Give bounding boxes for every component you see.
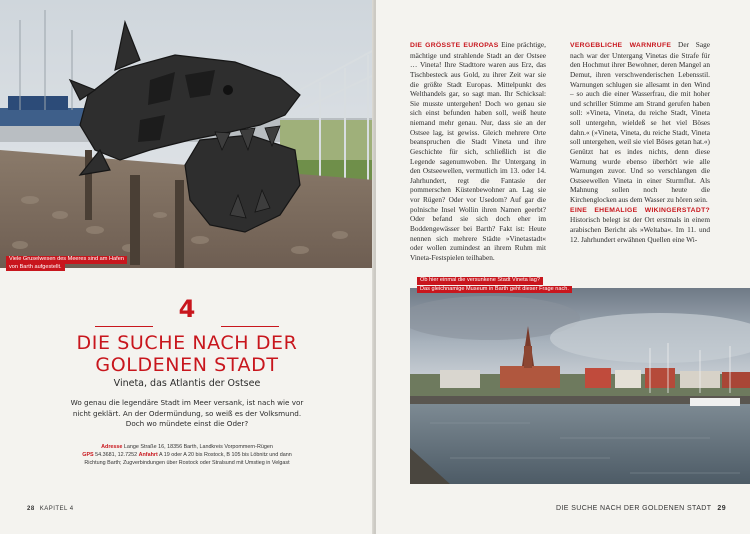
address-label: Adresse bbox=[101, 444, 123, 450]
chapter-subtitle: Vineta, das Atlantis der Ostsee bbox=[113, 378, 261, 389]
footer-left bbox=[27, 506, 74, 512]
section-heading: VERGEBLICHE WARNRUFE bbox=[570, 42, 672, 49]
section-heading: DIE GRÖSSTE EUROPAS bbox=[410, 42, 499, 49]
chapter-intro bbox=[60, 398, 314, 430]
chapter-title-line-2: GOLDENEN STADT bbox=[95, 354, 279, 376]
section-heading: EINE EHEMALIGE WIKINGERSTADT? bbox=[570, 206, 710, 214]
info-box bbox=[52, 443, 322, 467]
section-body: Der Sage nach war der Untergang Vinetas die Strafe für den Hochmut ihrer Bewohner, deren Mangel an Demut, ihren verschwenderischen Lebensstil. Warnungen schlugen sie allesamt in den Wind – so auch die einer Wasserfrau, die mit hoher und schriller Stimme am Strand gerufen haben soll: »Vineta, Vineta, du reiche Stadt, Vineta soll untergehn, wieldeß se het viel Böses dahn.« (»Vineta, Vineta, du reiche Stadt, Vineta soll untergehen, weil sie viel Böses getan hat.«) Genützt hat es indes nichts, denn diese Warnung wurde ebenso überhört wie alle Warnungen zuvor. Und so verschlangen die Ostseewellen Vineta in einer Sturmflut. Als Mahnung sollen noch heute die Kirchenglocken aus dem Wasser zu hören sein. bbox=[570, 40, 710, 204]
intro-line: Doch wo mündete einst die Oder? bbox=[125, 419, 249, 428]
sea-monster-sculpture-photo bbox=[0, 0, 374, 268]
intro-line: nicht geklärt. An der Odermündung, so weiß es der Volksmund. bbox=[72, 408, 302, 418]
intro-line: Wo genau die legendäre Stadt im Meer versank, ist nach wie vor bbox=[70, 398, 304, 407]
footer-right bbox=[556, 505, 726, 512]
route-label: Anfahrt bbox=[138, 452, 158, 458]
left-page bbox=[0, 0, 374, 534]
divider-right bbox=[221, 326, 279, 327]
barth-harbour-photo bbox=[410, 288, 750, 484]
gps-label: GPS bbox=[82, 452, 94, 458]
section-body: Historisch belegt ist der Ort erstmals in einem arabischen Bericht als »Weltaba«. Im 11. und 12. Jahrhundert erwähnen Quellen eine Wi- bbox=[570, 215, 710, 244]
page-number-left: 28 bbox=[27, 506, 35, 512]
text-column-1 bbox=[410, 40, 546, 262]
route-value-cont: Richtung Barth; Zugverbindungen über Rostock oder Stralsund mit Umstieg in Velgast bbox=[84, 460, 290, 466]
page-number-right: 29 bbox=[717, 505, 726, 512]
chapter-title bbox=[0, 332, 374, 376]
chapter-label: KAPITEL 4 bbox=[39, 506, 74, 512]
photo-caption-line-1: Viele Gruselwesen des Meeres sind am Hafen bbox=[6, 256, 127, 264]
chapter-title-line-1: DIE SUCHE NACH DER bbox=[76, 332, 298, 354]
gps-value: 54.3681, 12.7252 bbox=[95, 452, 138, 458]
running-title: DIE SUCHE NACH DER GOLDENEN STADT bbox=[555, 505, 712, 512]
section-body: Eine prächtige, mächtige und strahlende Stadt an der Ostsee … Vineta! Ihre Stadttore waren aus Erz, das Tischbesteck aus Gold, zu ihrer Zeit war sie die größte Stadt Europas. Mittelpunkt des Welthandels gar, so sagt man. Ihr Schicksal: Sie musste untergehen! Doch wo genau sie sich einst befunden haben soll, weiß heute niemand mehr genau. Nur, dass sie an der Ostsee lag, ist gewiss. Gleich mehrere Orte beanspruchen die Stadt Vineta und ihre Geschichte für sich, schließlich ist die Legende sagenumwoben. Ihr Untergang in den Ostseewellen, vermutlich im 13. oder 14. Jahrhundert, regt die Fantasie der pommerschen Küstenbewohner an. Lag sie vor Rügen? Oder vor Usedom? Auf gar die polnische Insel Wollin ihren Namen geerbt? Oder befand sie sich doch eher im Boddengewässer bei Barth? Fakt ist: Heute nennen sich mehrere Städte »Vinetastadt« oder wollen zumindest an ihrem Ruhm mit Vineta-Festspielen teilhaben. bbox=[410, 40, 546, 262]
photo-caption-line-2: von Barth aufgestellt. bbox=[6, 264, 65, 272]
photo-caption-right-line-1: Ob hier einmal die versunkene Stadt Vineta lag? bbox=[417, 277, 543, 285]
divider-left bbox=[95, 326, 153, 327]
photo-caption-right-line-2: Das gleichnamige Museum in Barth geht dieser Frage nach. bbox=[417, 286, 572, 294]
chapter-number: 4 bbox=[178, 295, 196, 323]
address-value: Lange Straße 16, 18356 Barth, Landkreis Vorpommern-Rügen bbox=[123, 444, 273, 450]
text-column-2 bbox=[570, 40, 710, 244]
route-value: A 19 oder A 20 bis Rostock, B 105 bis Löbnitz und dann bbox=[158, 452, 292, 458]
